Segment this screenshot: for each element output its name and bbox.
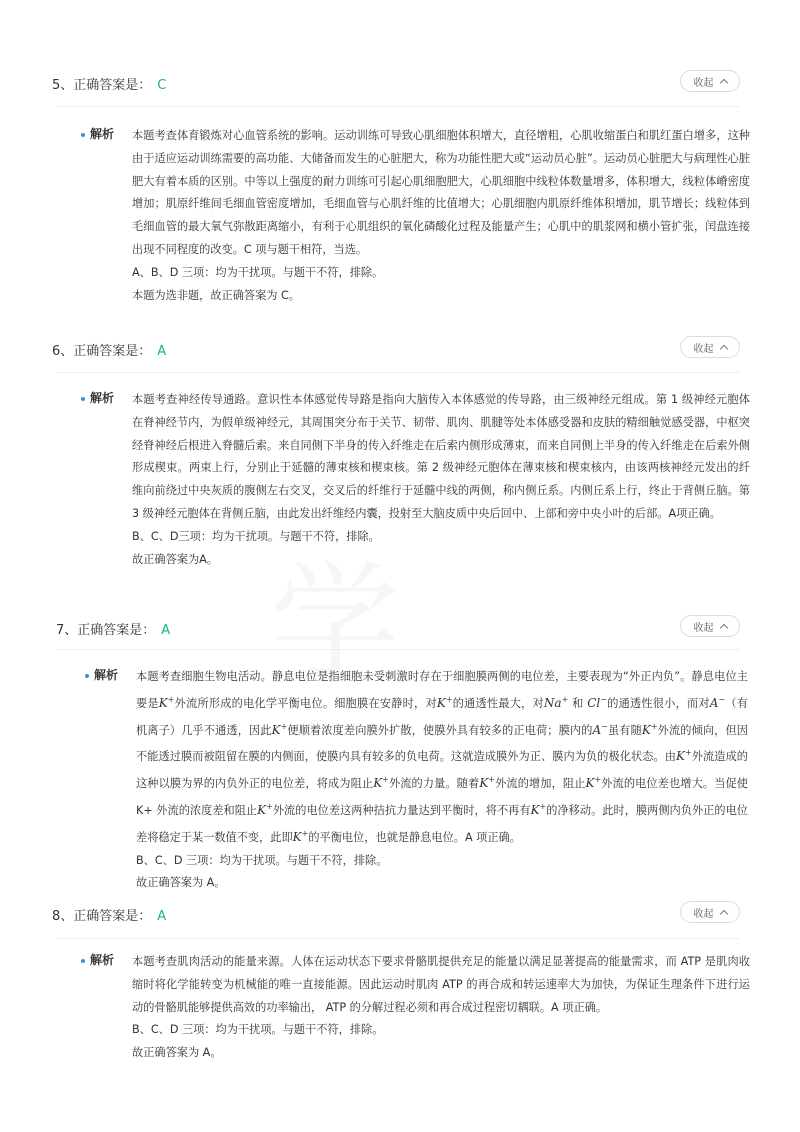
collapse-label: 收起 bbox=[693, 908, 714, 920]
analysis-label: 解析 bbox=[90, 391, 115, 405]
symbol-sup: − bbox=[601, 721, 608, 731]
bullet-icon bbox=[81, 397, 85, 401]
question-8-answer: A bbox=[157, 909, 167, 924]
symbol-text: Cl bbox=[587, 695, 601, 710]
analysis-label: 解析 bbox=[90, 127, 115, 141]
k-ion-symbol bbox=[437, 696, 453, 710]
symbol-text: K bbox=[271, 722, 281, 737]
chevron-up-icon bbox=[719, 909, 727, 917]
symbol-sup: + bbox=[488, 775, 495, 785]
question-6-answer: A bbox=[157, 344, 167, 359]
symbol-text: K bbox=[585, 776, 595, 791]
symbol-text: K bbox=[530, 802, 540, 817]
k-ion-symbol bbox=[676, 749, 692, 763]
analysis-label: 解析 bbox=[90, 953, 115, 967]
text-run: 便顺着浓度差向膜外扩散，使膜外具有较多的正电荷；膜内的 bbox=[287, 723, 593, 737]
bullet-icon bbox=[81, 959, 85, 963]
analysis-line: 故正确答案为 A。 bbox=[132, 1046, 222, 1060]
bullet-icon bbox=[81, 133, 85, 137]
symbol-sup: + bbox=[301, 828, 309, 838]
text-run: （有机离子）几乎不通透，因此 bbox=[136, 696, 748, 737]
text-run: 外流所形成的电化学平衡电位。细胞膜在安静时，对 bbox=[174, 696, 437, 710]
symbol-sup: + bbox=[561, 694, 569, 704]
symbol-text: A bbox=[709, 695, 719, 710]
analysis-paragraph: 本题考查肌肉活动的能量来源。人体在运动状态下要求骨骼肌提供充足的能量以满足显著提高的能量需求，而 ATP 是肌肉收缩时将化学能转变为机械能的唯一直接能源。因此运动时肌肉 ATP 的再合成和转运速率大为加快，为保证生理条件下进行运动的骨骼肌能够提供高效的功率输出， ATP 的分解过程必须和再合成过程密切耦联。A 项正确。 bbox=[132, 955, 750, 1014]
symbol-sup: + bbox=[445, 694, 453, 704]
k-ion-symbol bbox=[159, 696, 175, 710]
question-7-divider bbox=[56, 649, 740, 650]
question-7-header bbox=[56, 619, 170, 638]
k-ion-symbol bbox=[479, 776, 495, 790]
question-5-header bbox=[52, 74, 166, 93]
analysis-line: B、C、D 三项：均为干扰项。与题干不符，排除。 bbox=[136, 853, 388, 867]
symbol-sup: − bbox=[718, 694, 726, 704]
analysis-line: 故正确答案为 A。 bbox=[136, 876, 226, 890]
analysis-body bbox=[132, 389, 750, 571]
analysis-line: 故正确答案为A。 bbox=[132, 552, 218, 566]
text-run: 虽有随 bbox=[607, 723, 642, 737]
symbol-text: A bbox=[592, 722, 602, 737]
question-5-number: 5、正确答案是： bbox=[52, 78, 152, 93]
question-8-header bbox=[52, 905, 166, 924]
question-5-divider bbox=[56, 106, 740, 107]
symbol-sup: − bbox=[600, 694, 607, 704]
question-8-number: 8、正确答案是： bbox=[52, 909, 152, 924]
analysis-paragraph: 本题考查神经传导通路。意识性本体感觉传导路是指向大脑传入本体感觉的传导路，由三级神经元组成。第 1 级神经元胞体在脊神经节内，为假单级神经元，其周围突分布于关节、韧带、肌肉、肌腱等处本体感受器和皮肤的精细触觉感受器，中枢突经脊神经后根进入脊髓后索。来自同侧下半身的传入纤维走在后索内侧形成薄束，而来自同侧上半身的传入纤维走在后索外侧形成楔束。两束上行，分别止于延髓的薄束核和楔束核。第 2 级神经元胞体在薄束核和楔束核内，由该两核神经元发出的纤维向前绕过中央灰质的腹侧左右交叉，交叉后的纤维行于延髓中线的两侧，称内侧丘系。内侧丘系上行，终止于背侧丘脑。第 3 级神经元胞体在背侧丘脑，由此发出纤维经内囊，投射至大脑皮质中央后回中、上部和旁中央小叶的后部。A项正确。 bbox=[132, 393, 750, 520]
analysis-line: 本题为选非题，故正确答案为 C。 bbox=[132, 288, 300, 302]
symbol-text: K bbox=[479, 776, 489, 791]
symbol-text: K bbox=[292, 829, 302, 844]
text-run: 和 bbox=[572, 696, 584, 710]
symbol-text: K bbox=[158, 695, 168, 710]
symbol-sup: + bbox=[167, 694, 175, 704]
analysis-line: B、C、D 三项：均为干扰项。与题干不符，排除。 bbox=[132, 1023, 384, 1037]
text-run: 外流的电位差也增大。当促使 K+ 外流的浓度差和阻止 bbox=[136, 777, 748, 817]
question-6-number: 6、正确答案是： bbox=[52, 344, 152, 359]
question-8-divider bbox=[56, 938, 740, 939]
question-6-collapse-button[interactable] bbox=[680, 336, 740, 358]
analysis-body bbox=[132, 125, 750, 307]
text-run: 的通透性很小，而对 bbox=[606, 696, 710, 710]
symbol-text: K bbox=[676, 749, 686, 764]
chevron-up-icon bbox=[719, 344, 727, 352]
question-7-number: 7、正确答案是： bbox=[56, 623, 156, 638]
na-ion-symbol bbox=[544, 696, 568, 710]
k-ion-symbol bbox=[531, 803, 547, 817]
text-run: 外流的电位差这两种拮抗力量达到平衡时，将不再有 bbox=[272, 803, 531, 817]
k-ion-symbol bbox=[257, 803, 273, 817]
symbol-sup: + bbox=[266, 801, 273, 811]
k-ion-symbol bbox=[272, 723, 288, 737]
text-run: 的通透性最大，对 bbox=[452, 696, 544, 710]
collapse-label: 收起 bbox=[693, 343, 714, 355]
text-run: 外流的增加，阻止 bbox=[495, 777, 586, 791]
text-run: 的平衡电位，也就是静息电位。A 项正确。 bbox=[308, 830, 521, 844]
analysis-line: B、C、D三项：均为干扰项。与题干不符，排除。 bbox=[132, 529, 380, 543]
symbol-sup: + bbox=[594, 775, 602, 785]
text-run: 外流造成的这种以膜为界的内负外正的电位差，将成为阻止 bbox=[136, 750, 748, 791]
cl-ion-symbol bbox=[587, 696, 607, 710]
chevron-up-icon bbox=[719, 623, 727, 631]
question-5-collapse-button[interactable] bbox=[680, 70, 740, 92]
symbol-sup: + bbox=[539, 801, 547, 811]
collapse-label: 收起 bbox=[693, 622, 714, 634]
chevron-up-icon bbox=[719, 78, 727, 86]
collapse-label: 收起 bbox=[693, 77, 714, 89]
question-7-collapse-button[interactable] bbox=[680, 615, 740, 637]
question-5-answer: C bbox=[157, 78, 167, 93]
question-6-header bbox=[52, 340, 166, 359]
analysis-label: 解析 bbox=[94, 668, 119, 682]
analysis-body bbox=[132, 951, 750, 1065]
text-run: 的净移动。此时，膜两侧内负外正的电位差将稳定于某一数值不变，此即 bbox=[136, 803, 748, 844]
symbol-text: K bbox=[373, 776, 383, 791]
symbol-text: K bbox=[436, 695, 446, 710]
analysis-paragraph bbox=[136, 666, 748, 850]
analysis-paragraph: 本题考查体育锻炼对心血管系统的影响。运动训练可导致心肌细胞体积增大，直径增粗，心肌收缩蛋白和肌红蛋白增多，这种由于适应运动训练需要的高功能、大储备而发生的心脏肥大，称为功能性肥大或“运动员心脏”。运动员心脏肥大与病理性心脏肥大有着本质的区别。中等以上强度的耐力训练可引起心肌细胞肥大，心肌细胞中线粒体数量增多，体积增大，线粒体嵴密度增加；肌原纤维间毛细血管密度增加，毛细血管与心肌纤维的比值增大；心肌细胞内肌原纤维体积增加，肌节增长；线粒体到毛细血管的最大氧气弥散距离缩小，有利于心肌组织的氧化磷酸化过程及能量产生；心肌中的肌浆网和横小管扩张，闰盘连接出现不同程度的改变。C 项与题干相符，当选。 bbox=[132, 129, 750, 256]
analysis-body bbox=[136, 666, 748, 895]
symbol-sup: + bbox=[685, 748, 692, 758]
analysis-line: A、B、D 三项：均为干扰项。与题干不符，排除。 bbox=[132, 265, 384, 279]
k-ion-symbol bbox=[585, 776, 601, 790]
text-run: 外流的力量。随着 bbox=[388, 777, 480, 791]
symbol-sup: + bbox=[650, 721, 658, 731]
symbol-text: K bbox=[257, 802, 267, 817]
k-ion-symbol bbox=[373, 776, 389, 790]
question-7-answer: A bbox=[161, 623, 171, 638]
symbol-sup: + bbox=[280, 721, 288, 731]
question-6-divider bbox=[56, 372, 740, 373]
a-ion-symbol bbox=[710, 696, 725, 710]
k-ion-symbol bbox=[293, 830, 309, 844]
k-ion-symbol bbox=[642, 723, 658, 737]
symbol-text: K bbox=[641, 722, 651, 737]
question-8-collapse-button[interactable] bbox=[680, 901, 740, 923]
bullet-icon bbox=[85, 674, 89, 678]
a-ion-symbol bbox=[593, 723, 608, 737]
symbol-text: Na bbox=[543, 695, 562, 710]
text-run: 本题考查细胞生物电活动。静息电位是指细胞未受刺激时存在于细胞膜两侧的电位差，主要表现为“外正内负”。静息电位主要是 bbox=[136, 670, 748, 710]
text-run: 外流的倾向，但因不能透过膜而被阻留在膜的内侧面，使膜内具有较多的负电荷。这就造成膜外为正、膜内为负的极化状态。由 bbox=[136, 723, 748, 764]
symbol-sup: + bbox=[382, 775, 389, 785]
